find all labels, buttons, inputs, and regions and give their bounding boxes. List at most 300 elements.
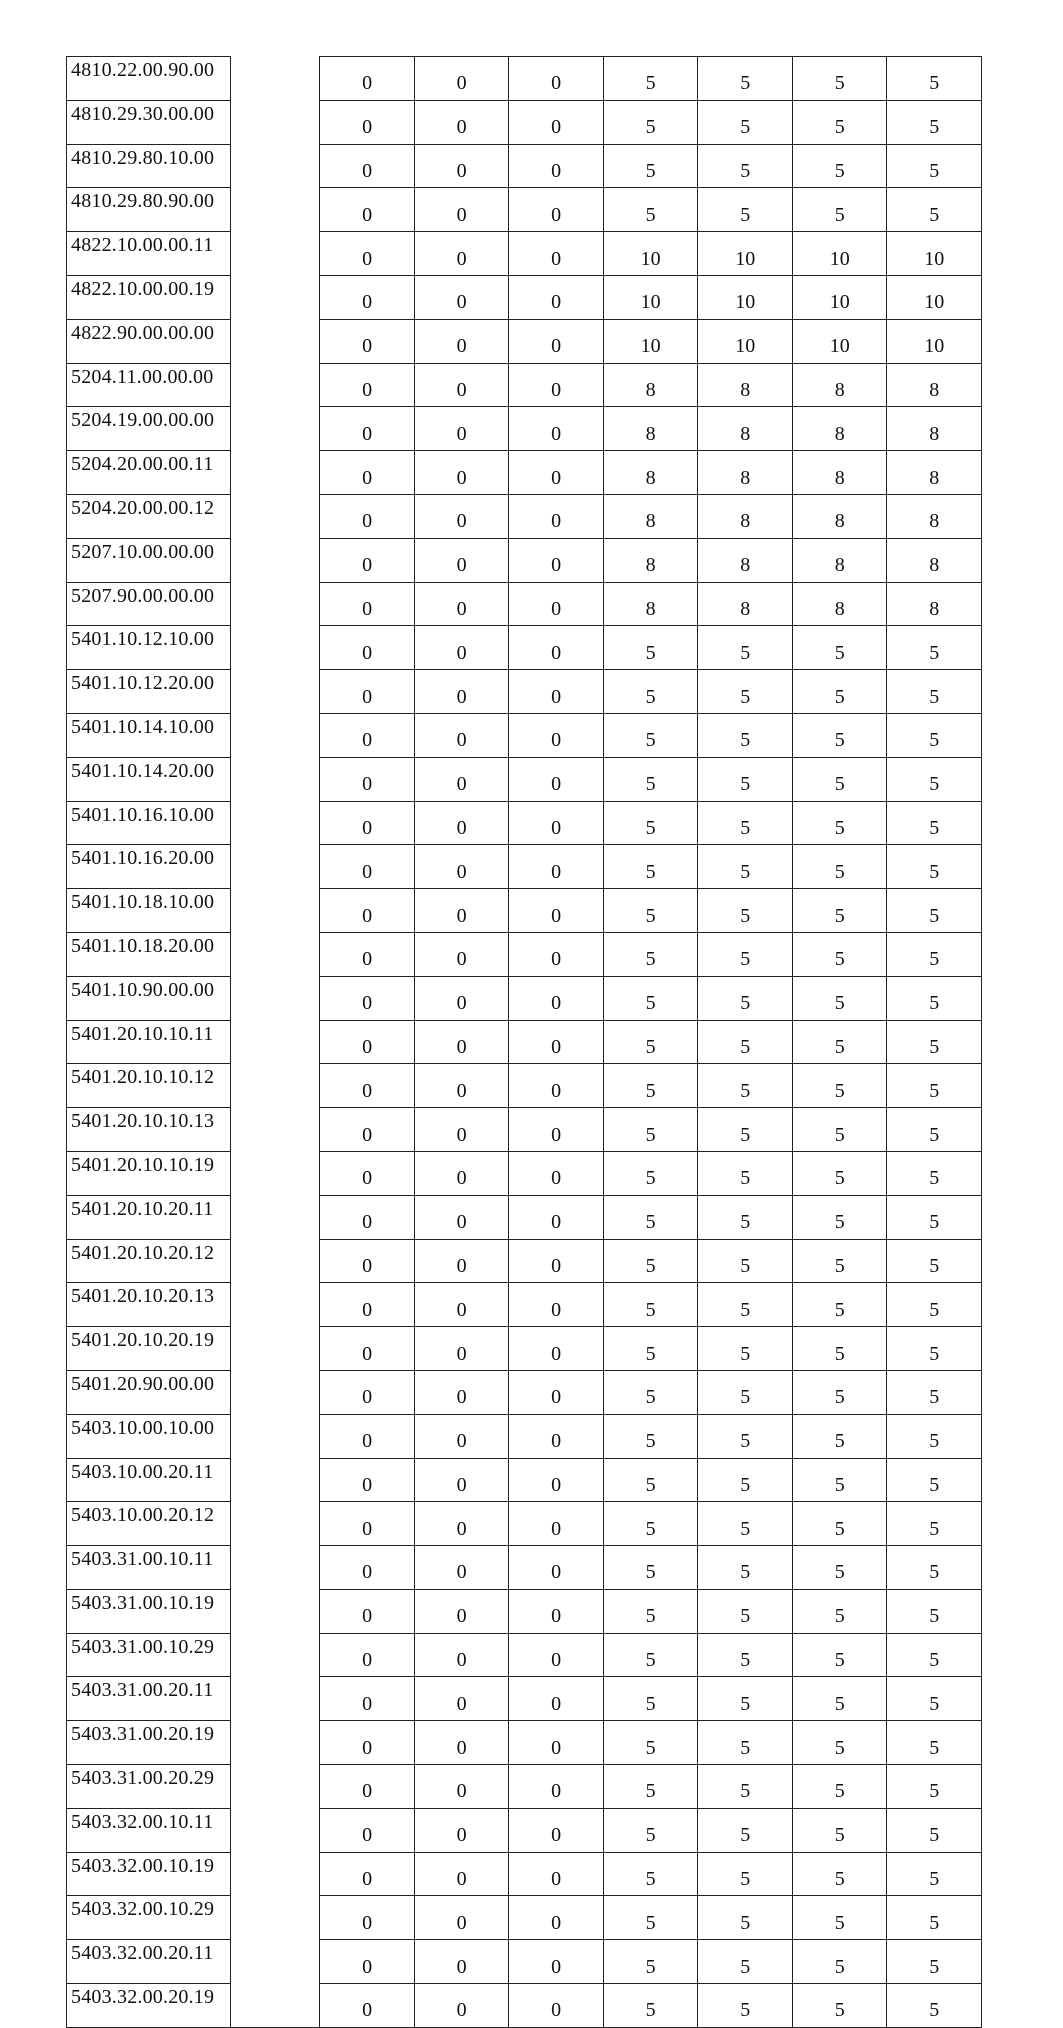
table-row [67, 232, 982, 276]
rate-cell: 8 [887, 363, 982, 407]
rate-cell: 0 [320, 582, 415, 626]
rate-cell: 8 [887, 538, 982, 582]
tariff-code-cell: 4822.10.00.00.11 [67, 232, 231, 276]
blank-column-cell [230, 538, 319, 582]
rate-cell: 8 [603, 363, 698, 407]
rate-cell: 10 [698, 319, 793, 363]
rate-cell: 10 [792, 232, 887, 276]
rate-cell: 5 [792, 1940, 887, 1984]
rate-cell: 0 [320, 889, 415, 933]
rate-cell: 0 [509, 538, 604, 582]
rate-cell: 0 [414, 1589, 509, 1633]
rate-cell: 5 [603, 1195, 698, 1239]
blank-column-cell [230, 1151, 319, 1195]
rate-cell: 5 [792, 889, 887, 933]
rate-cell: 0 [414, 1458, 509, 1502]
rate-cell: 0 [509, 451, 604, 495]
rate-cell: 0 [509, 1151, 604, 1195]
tariff-code-cell: 5401.10.14.20.00 [67, 757, 231, 801]
rate-cell: 10 [603, 275, 698, 319]
tariff-code-cell: 5403.32.00.20.19 [67, 1984, 231, 2028]
rate-cell: 5 [887, 1458, 982, 1502]
rate-cell: 5 [603, 1108, 698, 1152]
rate-cell: 8 [792, 582, 887, 626]
rate-cell: 5 [698, 1195, 793, 1239]
table-row [67, 100, 982, 144]
table-row [67, 670, 982, 714]
rate-cell: 0 [320, 1633, 415, 1677]
rate-cell: 5 [603, 1283, 698, 1327]
rate-cell: 5 [887, 932, 982, 976]
rate-cell: 0 [509, 1721, 604, 1765]
rate-cell: 5 [603, 1677, 698, 1721]
rate-cell: 5 [792, 1108, 887, 1152]
rate-cell: 0 [320, 144, 415, 188]
rate-cell: 0 [414, 1370, 509, 1414]
rate-cell: 0 [320, 1151, 415, 1195]
rate-cell: 0 [509, 319, 604, 363]
rate-cell: 5 [698, 1283, 793, 1327]
rate-cell: 0 [320, 1458, 415, 1502]
rate-cell: 0 [509, 1195, 604, 1239]
rate-cell: 0 [320, 932, 415, 976]
rate-cell: 5 [603, 1064, 698, 1108]
rate-cell: 0 [509, 1984, 604, 2028]
rate-cell: 8 [792, 538, 887, 582]
rate-cell: 5 [887, 1327, 982, 1371]
rate-cell: 0 [414, 845, 509, 889]
rate-cell: 0 [414, 801, 509, 845]
tariff-code-cell: 5401.10.16.20.00 [67, 845, 231, 889]
rate-cell: 0 [320, 1852, 415, 1896]
rate-cell: 5 [792, 1064, 887, 1108]
blank-column-cell [230, 845, 319, 889]
rate-cell: 0 [509, 407, 604, 451]
blank-column-cell [230, 626, 319, 670]
blank-column-cell [230, 1808, 319, 1852]
tariff-code-cell: 5401.20.90.00.00 [67, 1370, 231, 1414]
rate-cell: 5 [887, 1984, 982, 2028]
rate-cell: 5 [792, 1151, 887, 1195]
rate-cell: 8 [603, 582, 698, 626]
rate-cell: 0 [414, 1327, 509, 1371]
blank-column-cell [230, 1108, 319, 1152]
rate-cell: 5 [887, 713, 982, 757]
rate-cell: 8 [887, 407, 982, 451]
table-row [67, 275, 982, 319]
rate-cell: 5 [887, 1502, 982, 1546]
table-row [67, 1458, 982, 1502]
tariff-code-cell: 5401.10.12.10.00 [67, 626, 231, 670]
rate-cell: 0 [414, 407, 509, 451]
rate-cell: 5 [887, 845, 982, 889]
rate-cell: 0 [414, 1108, 509, 1152]
rate-cell: 5 [603, 1589, 698, 1633]
tariff-code-cell: 5403.31.00.20.29 [67, 1765, 231, 1809]
tariff-code-cell: 5403.32.00.10.29 [67, 1896, 231, 1940]
tariff-code-cell: 5207.10.00.00.00 [67, 538, 231, 582]
rate-cell: 0 [414, 100, 509, 144]
rate-cell: 5 [698, 1808, 793, 1852]
rate-cell: 0 [414, 757, 509, 801]
rate-cell: 10 [887, 275, 982, 319]
table-row [67, 1633, 982, 1677]
tariff-code-cell: 5401.20.10.10.11 [67, 1020, 231, 1064]
rate-cell: 0 [509, 1896, 604, 1940]
table-row [67, 57, 982, 101]
rate-cell: 5 [792, 845, 887, 889]
table-row [67, 1677, 982, 1721]
rate-cell: 0 [414, 57, 509, 101]
table-row [67, 1064, 982, 1108]
rate-cell: 0 [509, 1414, 604, 1458]
rate-cell: 0 [414, 1151, 509, 1195]
rate-cell: 5 [603, 100, 698, 144]
rate-cell: 0 [509, 1108, 604, 1152]
table-row [67, 1765, 982, 1809]
rate-cell: 0 [414, 1984, 509, 2028]
rate-cell: 0 [320, 976, 415, 1020]
rate-cell: 0 [320, 1108, 415, 1152]
tariff-code-cell: 5204.20.00.00.12 [67, 494, 231, 538]
rate-cell: 5 [792, 976, 887, 1020]
rate-cell: 0 [509, 1808, 604, 1852]
rate-cell: 5 [698, 932, 793, 976]
rate-cell: 0 [320, 1896, 415, 1940]
tariff-code-cell: 5401.20.10.20.19 [67, 1327, 231, 1371]
tariff-code-cell: 5403.10.00.10.00 [67, 1414, 231, 1458]
table-row [67, 319, 982, 363]
rate-cell: 10 [603, 232, 698, 276]
blank-column-cell [230, 1589, 319, 1633]
rate-cell: 8 [887, 494, 982, 538]
blank-column-cell [230, 451, 319, 495]
rate-cell: 5 [698, 1589, 793, 1633]
rate-cell: 0 [320, 1195, 415, 1239]
rate-cell: 5 [887, 1195, 982, 1239]
tariff-code-cell: 5403.10.00.20.12 [67, 1502, 231, 1546]
blank-column-cell [230, 407, 319, 451]
rate-cell: 5 [792, 144, 887, 188]
rate-cell: 5 [887, 57, 982, 101]
rate-cell: 0 [414, 538, 509, 582]
table-row [67, 582, 982, 626]
rate-cell: 5 [887, 1064, 982, 1108]
rate-cell: 5 [792, 57, 887, 101]
rate-cell: 0 [320, 538, 415, 582]
rate-cell: 5 [698, 144, 793, 188]
table-row [67, 1589, 982, 1633]
table-row [67, 1370, 982, 1414]
blank-column-cell [230, 1239, 319, 1283]
rate-cell: 10 [603, 319, 698, 363]
rate-cell: 0 [320, 1984, 415, 2028]
tariff-code-cell: 5403.31.00.10.29 [67, 1633, 231, 1677]
rate-cell: 10 [792, 319, 887, 363]
rate-cell: 0 [509, 1677, 604, 1721]
rate-cell: 0 [320, 363, 415, 407]
rate-cell: 10 [887, 232, 982, 276]
rate-cell: 5 [698, 1370, 793, 1414]
rate-cell: 0 [509, 1852, 604, 1896]
rate-cell: 0 [320, 407, 415, 451]
rate-cell: 5 [603, 1940, 698, 1984]
blank-column-cell [230, 1458, 319, 1502]
rate-cell: 5 [603, 1458, 698, 1502]
rate-cell: 5 [698, 1151, 793, 1195]
table-row [67, 1414, 982, 1458]
tariff-code-cell: 5401.10.16.10.00 [67, 801, 231, 845]
blank-column-cell [230, 1721, 319, 1765]
table-row [67, 188, 982, 232]
blank-column-cell [230, 1984, 319, 2028]
rate-cell: 5 [698, 1721, 793, 1765]
rate-cell: 5 [792, 626, 887, 670]
blank-column-cell [230, 1064, 319, 1108]
rate-cell: 0 [414, 275, 509, 319]
rate-cell: 5 [887, 1020, 982, 1064]
rate-cell: 0 [509, 188, 604, 232]
rate-cell: 5 [603, 1327, 698, 1371]
rate-cell: 0 [509, 494, 604, 538]
blank-column-cell [230, 713, 319, 757]
rate-cell: 5 [698, 1108, 793, 1152]
rate-cell: 0 [509, 1283, 604, 1327]
rate-cell: 5 [887, 1765, 982, 1809]
rate-cell: 8 [792, 451, 887, 495]
tariff-code-cell: 5403.31.00.10.19 [67, 1589, 231, 1633]
table-row [67, 1896, 982, 1940]
tariff-table [66, 56, 982, 2028]
rate-cell: 5 [792, 1721, 887, 1765]
rate-cell: 8 [603, 494, 698, 538]
blank-column-cell [230, 1546, 319, 1590]
rate-cell: 0 [320, 1064, 415, 1108]
rate-cell: 5 [792, 1808, 887, 1852]
rate-cell: 0 [509, 801, 604, 845]
rate-cell: 0 [414, 1064, 509, 1108]
rate-cell: 5 [603, 1414, 698, 1458]
rate-cell: 5 [603, 670, 698, 714]
rate-cell: 0 [509, 1327, 604, 1371]
rate-cell: 0 [414, 1940, 509, 1984]
rate-cell: 5 [603, 144, 698, 188]
rate-cell: 5 [698, 801, 793, 845]
blank-column-cell [230, 1020, 319, 1064]
rate-cell: 5 [792, 1414, 887, 1458]
rate-cell: 0 [414, 889, 509, 933]
blank-column-cell [230, 275, 319, 319]
rate-cell: 5 [887, 1589, 982, 1633]
blank-column-cell [230, 494, 319, 538]
rate-cell: 5 [887, 188, 982, 232]
rate-cell: 8 [698, 451, 793, 495]
rate-cell: 5 [792, 1020, 887, 1064]
rate-cell: 10 [887, 319, 982, 363]
blank-column-cell [230, 976, 319, 1020]
table-row [67, 1940, 982, 1984]
tariff-code-cell: 5403.32.00.10.11 [67, 1808, 231, 1852]
rate-cell: 0 [509, 932, 604, 976]
rate-cell: 0 [509, 757, 604, 801]
rate-cell: 5 [887, 1108, 982, 1152]
rate-cell: 5 [792, 188, 887, 232]
rate-cell: 0 [320, 319, 415, 363]
rate-cell: 0 [509, 363, 604, 407]
rate-cell: 0 [414, 1283, 509, 1327]
rate-cell: 5 [887, 1370, 982, 1414]
rate-cell: 5 [792, 1502, 887, 1546]
rate-cell: 5 [603, 976, 698, 1020]
rate-cell: 8 [698, 363, 793, 407]
tariff-code-cell: 4810.29.80.90.00 [67, 188, 231, 232]
rate-cell: 5 [603, 1151, 698, 1195]
blank-column-cell [230, 1283, 319, 1327]
rate-cell: 0 [320, 232, 415, 276]
table-row [67, 1327, 982, 1371]
rate-cell: 5 [698, 1896, 793, 1940]
rate-cell: 0 [509, 1633, 604, 1677]
tariff-code-cell: 5401.10.90.00.00 [67, 976, 231, 1020]
rate-cell: 0 [509, 1020, 604, 1064]
rate-cell: 5 [792, 1765, 887, 1809]
rate-cell: 5 [887, 1633, 982, 1677]
rate-cell: 5 [792, 1984, 887, 2028]
rate-cell: 0 [320, 1414, 415, 1458]
rate-cell: 10 [698, 275, 793, 319]
table-row [67, 1984, 982, 2028]
rate-cell: 8 [603, 451, 698, 495]
blank-column-cell [230, 1502, 319, 1546]
rate-cell: 5 [698, 713, 793, 757]
tariff-code-cell: 5403.31.00.20.11 [67, 1677, 231, 1721]
rate-cell: 5 [603, 845, 698, 889]
rate-cell: 0 [509, 1239, 604, 1283]
rate-cell: 5 [698, 626, 793, 670]
rate-cell: 5 [887, 1151, 982, 1195]
rate-cell: 8 [792, 494, 887, 538]
rate-cell: 5 [792, 1589, 887, 1633]
rate-cell: 0 [414, 1239, 509, 1283]
tariff-code-cell: 5401.20.10.20.13 [67, 1283, 231, 1327]
rate-cell: 0 [509, 713, 604, 757]
rate-cell: 5 [603, 1546, 698, 1590]
blank-column-cell [230, 1195, 319, 1239]
table-row [67, 626, 982, 670]
rate-cell: 5 [698, 1064, 793, 1108]
rate-cell: 5 [698, 1984, 793, 2028]
rate-cell: 5 [887, 1414, 982, 1458]
rate-cell: 5 [603, 757, 698, 801]
rate-cell: 0 [414, 1633, 509, 1677]
rate-cell: 0 [509, 144, 604, 188]
rate-cell: 0 [414, 670, 509, 714]
rate-cell: 5 [603, 1370, 698, 1414]
table-row [67, 1283, 982, 1327]
tariff-code-cell: 5401.10.12.20.00 [67, 670, 231, 714]
blank-column-cell [230, 1852, 319, 1896]
rate-cell: 0 [414, 1721, 509, 1765]
rate-cell: 5 [603, 57, 698, 101]
rate-cell: 0 [414, 626, 509, 670]
table-row [67, 713, 982, 757]
tariff-code-cell: 5403.32.00.10.19 [67, 1852, 231, 1896]
rate-cell: 5 [887, 626, 982, 670]
tariff-code-cell: 5401.10.14.10.00 [67, 713, 231, 757]
rate-cell: 5 [603, 1633, 698, 1677]
rate-cell: 5 [698, 1327, 793, 1371]
rate-cell: 5 [887, 1546, 982, 1590]
rate-cell: 5 [603, 1502, 698, 1546]
rate-cell: 5 [603, 1896, 698, 1940]
tariff-code-cell: 5401.20.10.10.13 [67, 1108, 231, 1152]
tariff-code-cell: 5401.20.10.10.19 [67, 1151, 231, 1195]
table-row [67, 1195, 982, 1239]
rate-cell: 5 [603, 713, 698, 757]
rate-cell: 0 [414, 582, 509, 626]
rate-cell: 5 [603, 932, 698, 976]
rate-cell: 8 [792, 407, 887, 451]
tariff-code-cell: 4810.29.30.00.00 [67, 100, 231, 144]
table-row [67, 1108, 982, 1152]
rate-cell: 0 [414, 1502, 509, 1546]
rate-cell: 0 [320, 757, 415, 801]
rate-cell: 0 [509, 232, 604, 276]
tariff-table-body [67, 57, 982, 2028]
blank-column-cell [230, 363, 319, 407]
rate-cell: 0 [320, 1239, 415, 1283]
tariff-code-cell: 5403.31.00.10.11 [67, 1546, 231, 1590]
rate-cell: 5 [792, 757, 887, 801]
tariff-code-cell: 5403.10.00.20.11 [67, 1458, 231, 1502]
rate-cell: 0 [414, 232, 509, 276]
rate-cell: 5 [792, 1546, 887, 1590]
rate-cell: 5 [603, 626, 698, 670]
table-row [67, 932, 982, 976]
rate-cell: 0 [509, 1765, 604, 1809]
rate-cell: 0 [320, 1327, 415, 1371]
rate-cell: 5 [698, 1633, 793, 1677]
rate-cell: 0 [320, 57, 415, 101]
blank-column-cell [230, 1765, 319, 1809]
rate-cell: 0 [320, 1370, 415, 1414]
rate-cell: 0 [414, 451, 509, 495]
tariff-code-cell: 5403.31.00.20.19 [67, 1721, 231, 1765]
rate-cell: 5 [603, 1721, 698, 1765]
rate-cell: 0 [320, 1589, 415, 1633]
blank-column-cell [230, 1414, 319, 1458]
rate-cell: 0 [320, 801, 415, 845]
tariff-code-cell: 5401.10.18.10.00 [67, 889, 231, 933]
tariff-code-cell: 5401.20.10.10.12 [67, 1064, 231, 1108]
rate-cell: 5 [792, 1633, 887, 1677]
rate-cell: 0 [509, 275, 604, 319]
rate-cell: 0 [414, 1896, 509, 1940]
rate-cell: 0 [320, 451, 415, 495]
rate-cell: 5 [698, 1239, 793, 1283]
rate-cell: 0 [414, 494, 509, 538]
blank-column-cell [230, 1940, 319, 1984]
tariff-code-cell: 5204.19.00.00.00 [67, 407, 231, 451]
rate-cell: 5 [792, 1677, 887, 1721]
blank-column-cell [230, 889, 319, 933]
rate-cell: 5 [887, 1808, 982, 1852]
rate-cell: 8 [603, 407, 698, 451]
rate-cell: 0 [509, 582, 604, 626]
blank-column-cell [230, 1677, 319, 1721]
rate-cell: 0 [414, 188, 509, 232]
rate-cell: 5 [887, 976, 982, 1020]
